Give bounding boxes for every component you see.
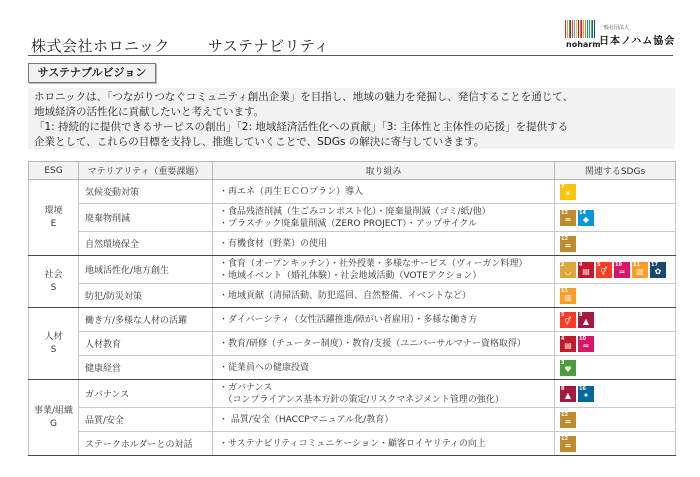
action-line: ・地域イベント（婚礼体験）・社会地域活動（VOTEアクション）: [219, 270, 482, 281]
esg-label-line: 人材: [44, 331, 63, 342]
dove-icon: ✦: [582, 391, 590, 400]
actions-cell: [213, 408, 555, 432]
city-icon: ▥: [564, 293, 572, 302]
action-line: （コンプライアンス基本方針の策定/リスクマネジメント管理の強化）: [219, 394, 504, 405]
sdg-icon-list: [560, 360, 675, 376]
materiality-cell: ステークホルダーとの対話: [79, 432, 213, 456]
logo-org-small: 一般社団法人: [599, 25, 630, 31]
book-icon: ▤: [582, 267, 590, 276]
sdg-5-gender-icon: [560, 312, 576, 328]
sdg-number: 17: [651, 261, 658, 268]
sdg-16-dove-icon: [578, 386, 594, 402]
sdg-4-book-icon: [560, 336, 576, 352]
sdg-number: 11: [561, 287, 568, 294]
sdg-number: 5: [597, 261, 601, 268]
sdg-number: 14: [579, 209, 586, 216]
sdg-number: 10: [579, 335, 586, 342]
logo-bar: [591, 20, 592, 38]
infinity-icon: ∞: [564, 215, 572, 224]
growth-icon: ▲: [564, 391, 572, 400]
infinity-icon: ∞: [564, 241, 572, 250]
sdg-17-partnership-icon: [650, 262, 666, 278]
sdgs-cell: [555, 432, 676, 456]
header-materiality: マテリアリティ（重要課題）: [79, 162, 213, 180]
gender-icon: ⚥: [600, 267, 608, 276]
page-header: [0, 0, 700, 56]
sdg-icon-list: [560, 184, 675, 200]
actions-cell: [213, 380, 555, 408]
materiality-cell: ガバナンス: [79, 380, 213, 408]
page-title: [31, 35, 330, 56]
sdg-number: 4: [561, 335, 565, 342]
materiality-cell: 防犯/防災対策: [79, 284, 213, 308]
materiality-cell: 働き方/多様な人材の活躍: [79, 308, 213, 332]
actions-cell: [213, 284, 555, 308]
header-sdgs: 関連するSDGs: [555, 162, 676, 180]
sdg-12-infinity-icon: [560, 210, 576, 226]
logo-bar: [565, 20, 566, 38]
esg-label-line: E: [50, 218, 57, 229]
table-row: [29, 180, 676, 204]
action-line: ・ガバナンス: [219, 382, 273, 393]
sdg-3-heartbeat-icon: [560, 360, 576, 376]
sdg-10-equal-icon: [614, 262, 630, 278]
sun-icon: ☀: [564, 189, 572, 198]
sdg-icon-list: [560, 288, 675, 304]
logo-bar: [578, 20, 579, 38]
actions-cell: [213, 308, 555, 332]
sdg-8-growth-icon: [578, 312, 594, 328]
materiality-table: [28, 161, 676, 456]
bowl-icon: ◡: [564, 267, 572, 276]
sdg-12-infinity-icon: [560, 412, 576, 428]
table-row: [29, 356, 676, 380]
equal-icon: =: [582, 341, 590, 350]
table-row: [29, 284, 676, 308]
esg-label-line: 環境: [44, 205, 63, 216]
sdg-number: 16: [579, 385, 586, 392]
sdg-number: 8: [561, 385, 565, 392]
sdg-number: 10: [615, 261, 622, 268]
sdgs-cell: [555, 356, 676, 380]
sdgs-cell: [555, 332, 676, 356]
logo-bar: [580, 20, 581, 38]
gender-icon: ⚥: [564, 317, 572, 326]
esg-category: [29, 380, 79, 456]
logo-bar: [583, 20, 584, 38]
sdg-number: 4: [579, 261, 583, 268]
actions-cell: [213, 432, 555, 456]
sdg-icon-list: [560, 336, 675, 352]
logo-brand: noharm: [566, 40, 601, 49]
sdg-number: 5: [561, 311, 565, 318]
logo-bar: [589, 20, 590, 38]
sdg-number: 8: [579, 311, 583, 318]
city-icon: ▥: [636, 267, 644, 276]
action-line: ・再エネ（再生ＥＣＯプラン）導入: [219, 186, 364, 197]
action-line: ・食育（オープンキッチン）・社外授業・多様なサービス（ヴィーガン料理）: [219, 258, 528, 269]
table-row: [29, 408, 676, 432]
actions-cell: [213, 256, 555, 284]
table-row: [29, 332, 676, 356]
action-line: ・ 品質/安全（HACCPマニュアル化/教育）: [219, 414, 394, 425]
sdgs-cell: [555, 232, 676, 256]
action-line: ・サステナビリティコミュニケーション・顧客ロイヤリティの向上: [219, 438, 486, 449]
action-line: ・ダイバーシティ（女性活躍推進/障がい者雇用）・多様な働き方: [219, 314, 478, 325]
vision-line: 企業として、これらの目標を支持し、推進していくことで、SDGs の解決に寄与していきます。: [34, 136, 485, 148]
logo-bar: [570, 20, 571, 38]
partnership-icon: ✿: [654, 267, 662, 276]
materiality-cell: 品質/安全: [79, 408, 213, 432]
sdg-number: 7: [561, 183, 565, 190]
sdg-number: 2: [561, 261, 565, 268]
sdg-icon-list: [560, 312, 675, 328]
table-row: [29, 380, 676, 408]
logo-bar: [587, 20, 588, 38]
esg-label-line: G: [50, 418, 57, 429]
table-row: [29, 256, 676, 284]
header-esg: ESG: [29, 162, 79, 180]
logo-color-bars: [565, 20, 595, 38]
sdgs-cell: [555, 308, 676, 332]
actions-cell: [213, 180, 555, 204]
esg-label-line: 社会: [44, 269, 63, 280]
actions-cell: [213, 332, 555, 356]
vision-line: 地域経済の活性化に貢献したいと考えています。: [34, 106, 265, 118]
sdgs-cell: [555, 408, 676, 432]
vision-heading: サステナブルビジョン: [28, 63, 156, 83]
sdg-icon-list: [560, 262, 675, 278]
logo-org-name: 日本ノハム協会: [599, 36, 676, 47]
sdg-12-infinity-icon: [560, 436, 576, 452]
equal-icon: =: [618, 267, 626, 276]
book-icon: ▤: [564, 341, 572, 350]
sdg-2-bowl-icon: [560, 262, 576, 278]
table-header-row: [29, 162, 676, 180]
esg-label-line: S: [50, 344, 57, 355]
sdgs-cell: [555, 380, 676, 408]
table-row: [29, 232, 676, 256]
esg-category: [29, 308, 79, 380]
sdg-number: 12: [561, 235, 568, 242]
actions-cell: [213, 232, 555, 256]
heartbeat-icon: ♥: [564, 365, 572, 374]
logo-bar: [569, 20, 570, 38]
logo-bar: [572, 20, 573, 38]
sdg-number: 3: [561, 359, 565, 366]
actions-cell: [213, 204, 555, 232]
materiality-cell: 気候変動対策: [79, 180, 213, 204]
action-line: ・地域貢献（清掃活動、防犯巡回、自然整備、イベントなど）: [219, 290, 472, 301]
sdgs-cell: [555, 204, 676, 232]
sdg-7-sun-icon: [560, 184, 576, 200]
materiality-cell: 地域活性化/地方創生: [79, 256, 213, 284]
esg-category: [29, 180, 79, 256]
logo-bar: [574, 20, 575, 38]
sdg-icon-list: [560, 436, 675, 452]
page-subtitle: サステナビリティ: [207, 37, 330, 55]
sdg-14-fish-icon: [578, 210, 594, 226]
logo-bar: [585, 20, 586, 38]
action-line: ・プラスチック廃棄量削減（ZERO PROJECT）・アップサイクル: [219, 218, 478, 229]
infinity-icon: ∞: [564, 417, 572, 426]
sdg-number: 12: [561, 435, 568, 442]
sdg-icon-list: [560, 236, 675, 252]
header-actions: 取り組み: [213, 162, 555, 180]
table-row: [29, 204, 676, 232]
logo-bar: [567, 20, 568, 38]
logo-bar: [576, 20, 577, 38]
sdg-number: 11: [633, 261, 640, 268]
sdg-11-city-icon: [632, 262, 648, 278]
sdg-number: 12: [561, 411, 568, 418]
vision-text: [28, 88, 675, 149]
materiality-cell: 廃棄物削減: [79, 204, 213, 232]
company-name: 株式会社ホロニック: [31, 37, 170, 55]
sdgs-cell: [555, 284, 676, 308]
sdgs-cell: [555, 180, 676, 204]
sdg-4-book-icon: [578, 262, 594, 278]
sdg-5-gender-icon: [596, 262, 612, 278]
action-line: ・食品残渣削減（生ごみコンポスト化）・廃棄量削減（ゴミ/紙/他）: [219, 206, 491, 217]
action-line: ・従業員への健康投資: [219, 362, 310, 373]
sdg-12-infinity-icon: [560, 236, 576, 252]
sdg-icon-list: [560, 210, 675, 226]
sdg-icon-list: [560, 386, 675, 402]
sdg-8-growth-icon: [560, 386, 576, 402]
materiality-cell: 人材教育: [79, 332, 213, 356]
sdg-10-equal-icon: [578, 336, 594, 352]
logo-bar: [592, 20, 593, 38]
vision-line: 「1: 持続的に提供できるサービスの創出」「2: 地域経済活性化への貢献」「3: 主体性と主体性の応援」を提供する: [34, 121, 569, 133]
header-divider: [28, 55, 673, 56]
noharm-logo: [565, 20, 680, 52]
esg-label-line: 事業/組織: [33, 405, 74, 416]
sdgs-cell: [555, 256, 676, 284]
logo-bar: [581, 20, 582, 38]
growth-icon: ▲: [582, 317, 590, 326]
action-line: ・有機食材（野菜）の使用: [219, 238, 328, 249]
table-row: [29, 308, 676, 332]
actions-cell: [213, 356, 555, 380]
fish-icon: ◆: [582, 215, 590, 224]
action-line: ・教育/研修（チューター制度）・教育/支援（ユニバーサルマナー資格取得）: [219, 338, 526, 349]
esg-label-line: S: [50, 282, 57, 293]
table-row: [29, 432, 676, 456]
materiality-cell: 健康経営: [79, 356, 213, 380]
sdg-11-city-icon: [560, 288, 576, 304]
infinity-icon: ∞: [564, 441, 572, 450]
table-body: [29, 180, 676, 456]
esg-category: [29, 256, 79, 308]
logo-bar: [594, 20, 595, 38]
vision-line: ホロニックは、「つながりつなぐコミュニティ創出企業」を目指し、地域の魅力を発掘し、発信することを通じて、: [34, 91, 574, 103]
materiality-cell: 自然環境保全: [79, 232, 213, 256]
sdg-number: 12: [561, 209, 568, 216]
sdg-icon-list: [560, 412, 675, 428]
